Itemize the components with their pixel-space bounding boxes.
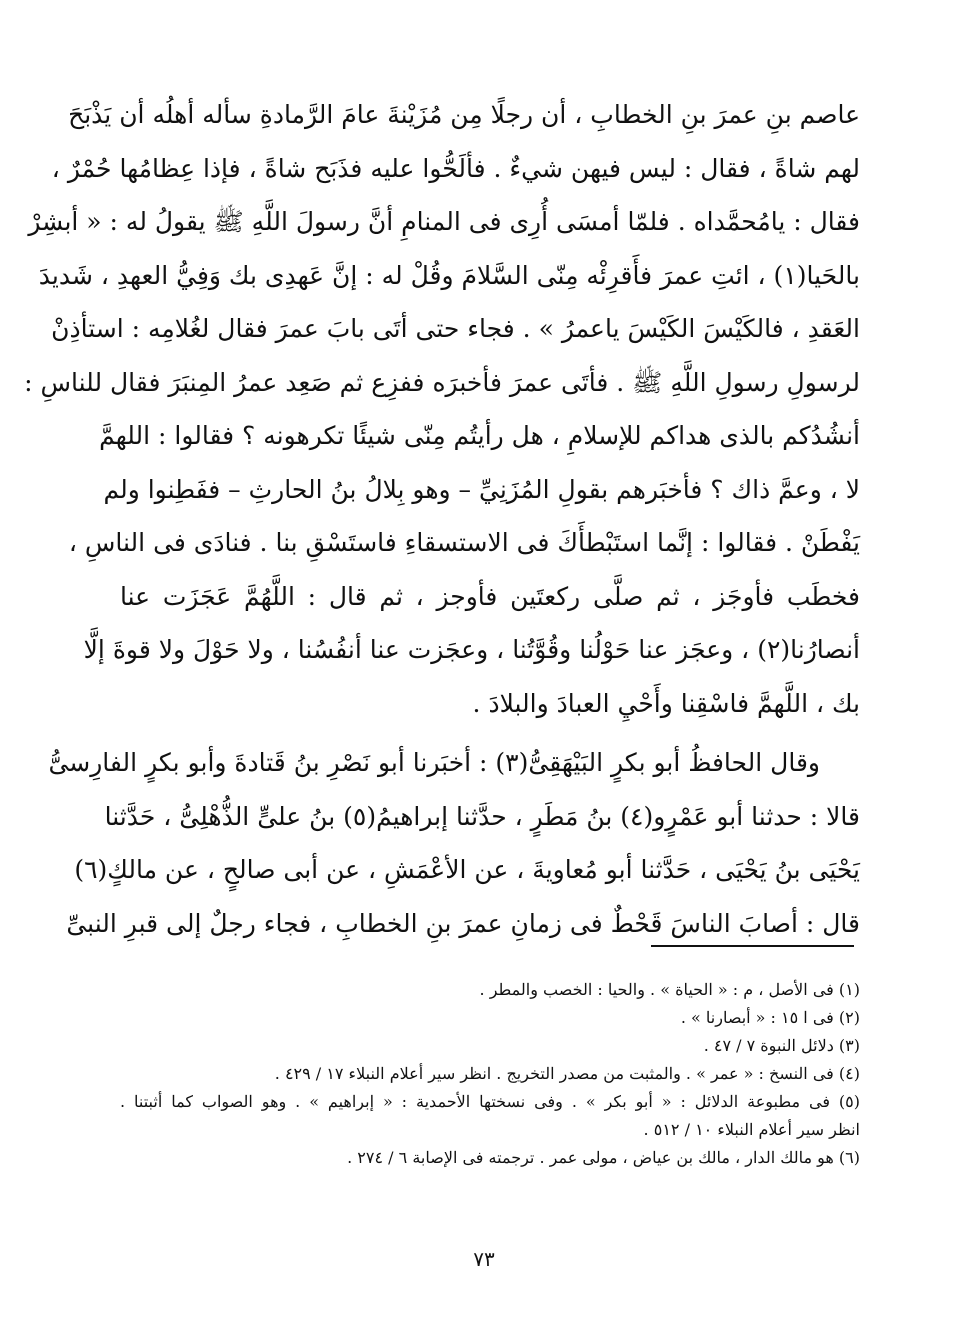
footnote: (٤) فى النسخ : « عمر » . والمثبت من مصدر التخريج . انظر سير أعلام النبلاء ١٧ / ٤٢٩ .	[274, 1064, 860, 1083]
text-line: العَقدِ ، فالكَيْسَ الكَيْسَ ياعمرُ » . فجاء حتى أتَى بابَ عمرَ فقال لغُلامِه : استأذِنْ	[51, 314, 860, 343]
footnote: (٥) فى مطبوعة الدلائل : « أبو بكر » . وفى نسختها الأحمدية : « إبراهيم » . وهو الصواب كما أثبتنا .	[120, 1092, 860, 1111]
text-line: بك ، اللَّهمَّ فاسْقِنا وأَحْيِ العبادَ والبلادَ .	[472, 688, 860, 718]
text-line: أنصارُنا(٢) ، وعجَز عنا حَوْلُنا وقُوَّتُنا ، وعجَزت عنا أنفُسُنا ، ولا حَوْلَ ولا قوةَ إلَّا	[83, 635, 860, 664]
footnote: (٦) هو مالك الدار ، مالك بن عياض ، مولى عمر . ترجمته فى الإصابة ٦ / ٢٧٤ .	[347, 1148, 860, 1167]
text-line: يَحْيَى بنُ يَحْيَى ، حَدَّثنا أبو مُعاويةَ ، عن الأعْمَشِ ، عن أبى صالحٍ ، عن مالكٍ(٦)	[74, 855, 860, 884]
text-line: يَفْطَنْ . فقالوا : إنَّما استَبْطأَكَ فى الاستسقاءِ فاستَسْقِ بنا . فنادَى فى الناسِ ،	[68, 528, 860, 557]
footnotes	[120, 976, 860, 1172]
text-line: وقال الحافظُ أبو بكرٍ البَيْهَقِىُّ(٣) : أخبَرنا أبو نَصْرِ بنُ قَتادةَ وأبو بكرٍ الفارِسىُّ	[48, 748, 820, 777]
footnote: (١) فى الأصل ، م : « الحياة » . والحيا : الخصب والمطر .	[479, 980, 860, 999]
text-line: فخطَب فأوجَز ، ثم صلَّى ركعتَين فأوجز ، ثم قال : اللَّهُمَّ عَجَزَت عنا	[120, 581, 860, 611]
text-line: قالا : حدثنا أبو عَمْرٍو(٤) بنُ مَطَرٍ ، حدَّثنا إبراهيمُ(٥) بنُ علىٍّ الذُّهْلِىُّ ، حَدَّثنا	[104, 801, 860, 831]
text-line: لا ، وعمَّ ذاك ؟ فأخبَرهم بقولِ المُزَنِيِّ – وهو بِلالُ بنُ الحارثِ – ففَطِنوا ولم	[103, 474, 860, 504]
text-line: بالحَيا(١) ، ائتِ عمرَ فأَقرِئْه مِنّى السَّلامَ وقُلْ له : إنَّ عَهدِى بك وَفِيُّ العهدِ ، شَديدَ	[38, 260, 860, 290]
page-number: ٧٣	[473, 1247, 495, 1271]
footnote: (٣) دلائل النبوة ٧ / ٤٧ .	[703, 1036, 860, 1055]
text-line: عاصم بنِ عمرَ بنِ الخطابِ ، أن رجلًا مِن مُزَيْنةَ عامَ الرَّمادةِ سأله أهلُه أن يَذْبَحَ	[68, 100, 860, 129]
text-line: فقال : يامُحمَّداه . فلمّا أمسَى أُرِى فى المنامِ أنَّ رسولَ اللَّهِ ﷺ يقولُ له : « أبشِرْ	[28, 207, 860, 236]
footnote-divider	[651, 945, 854, 947]
text-line: أنشُدُكم بالذى هداكم للإسلامِ ، هل رأيتُم مِنّى شيئًا تكرهونه ؟ فقالوا : اللهمَّ	[99, 421, 860, 450]
text-line: لرسولِ رسولِ اللَّهِ ﷺ . فأتَى عمرَ فأخبرَه ففزِع ثم صَعِد عمرُ المِنبَرَ فقال للناسِ :	[24, 367, 860, 397]
text-line: لهم شاةً ، فقال : ليس فيهن شيءٌ . فألَحُّوا عليه فذَبَح شاةً ، فإذا عِظامُها حُمْرٌ ،	[51, 153, 860, 183]
main-text	[24, 88, 860, 950]
footnote-continuation: انظر سير أعلام النبلاء ١٠ / ٥١٢ .	[643, 1120, 860, 1139]
text-line: قال : أصابَ الناسَ قَحْطٌ فى زمانِ عمرَ بنِ الخطابِ ، فجاء رجلٌ إلى قبرِ النبىِّ	[66, 908, 860, 938]
footnote: (٢) فى ا ١٥ : « أبصارنا » .	[680, 1008, 860, 1027]
